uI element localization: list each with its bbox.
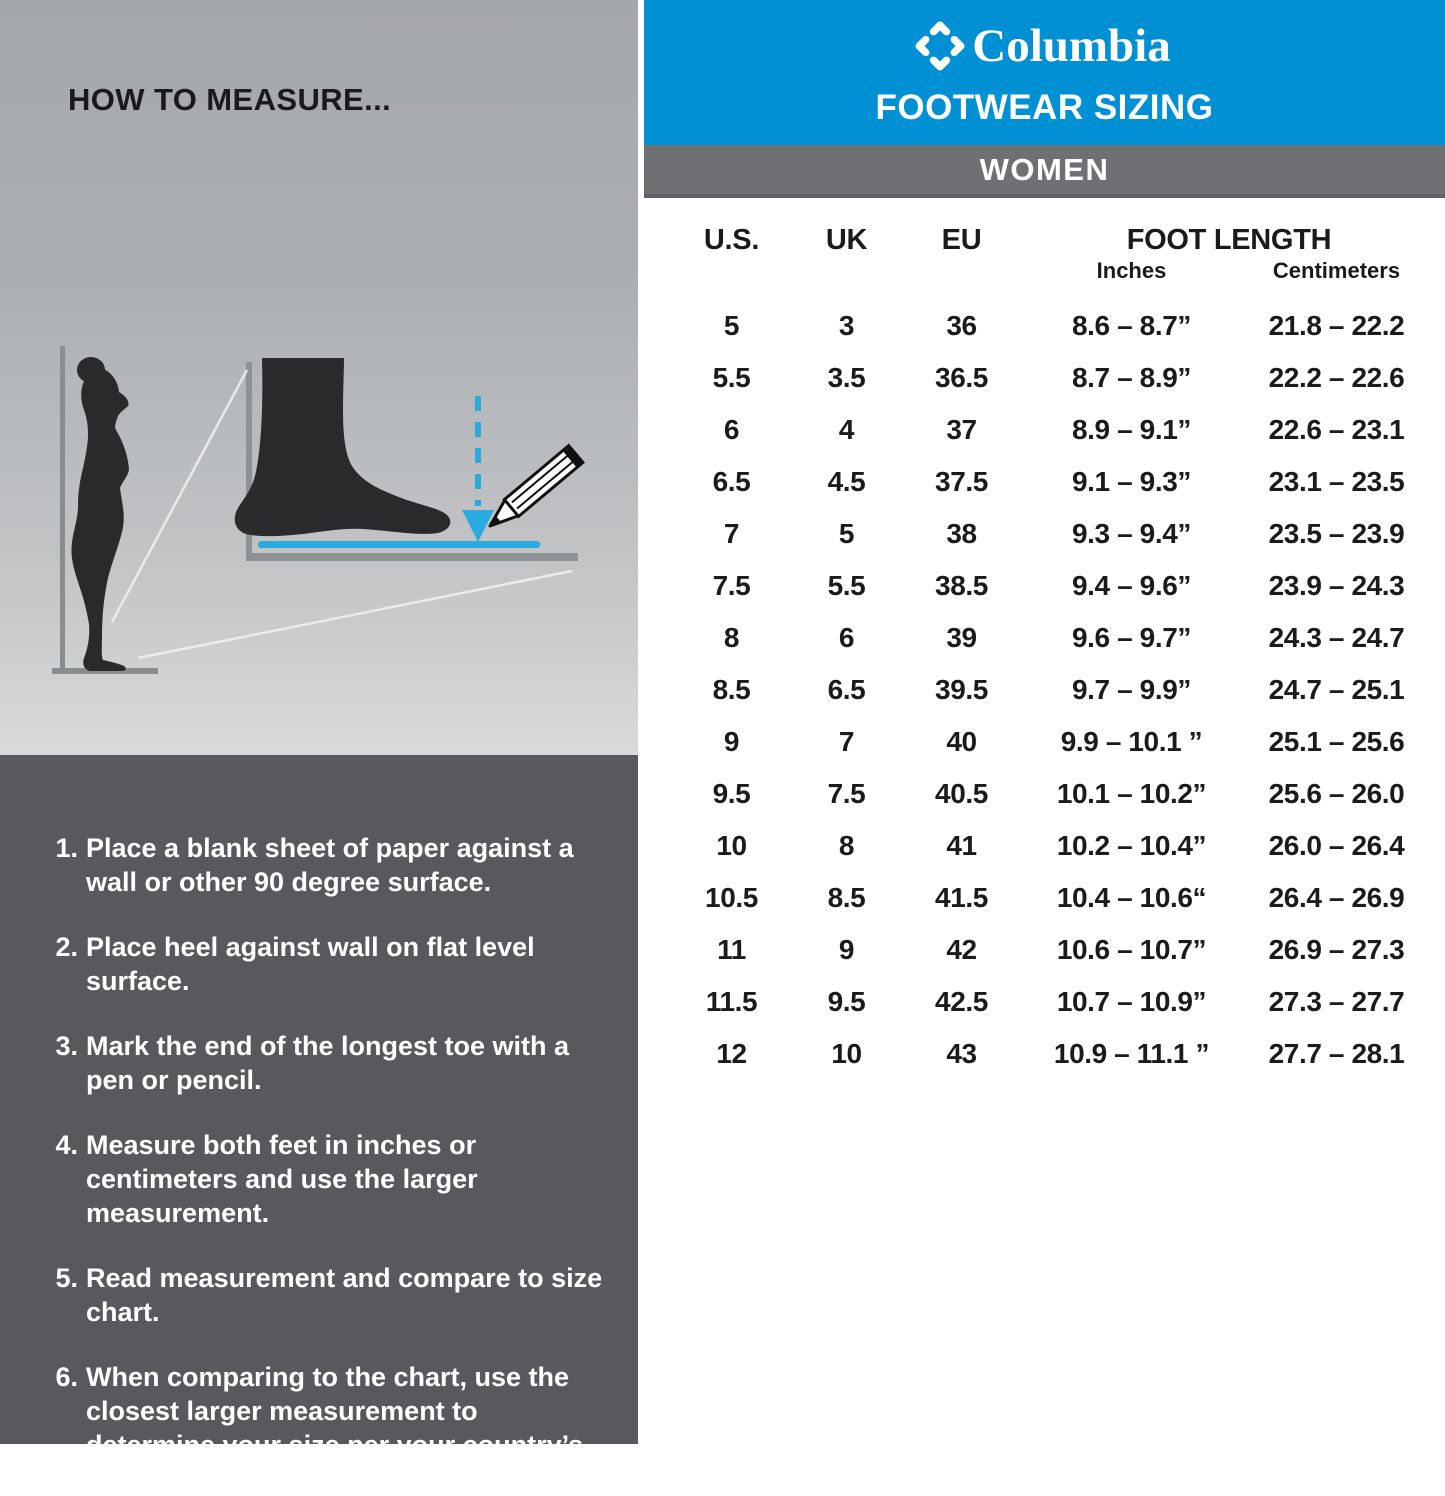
- instructions-list: [0, 831, 638, 1496]
- cell-inches: 9.3 – 9.4”: [1072, 518, 1191, 549]
- list-item: [0, 930, 638, 998]
- section-label: WOMEN: [979, 151, 1110, 187]
- col-header-foot-length: FOOT LENGTH: [1126, 224, 1332, 256]
- col-header-us: U.S.: [703, 224, 760, 256]
- cell-us: 6: [723, 414, 740, 445]
- cell-inches: 9.9 – 10.1 ”: [1060, 726, 1203, 757]
- cell-uk: 7.5: [827, 778, 866, 809]
- cell-eu: 42.5: [935, 986, 988, 1017]
- cell-eu: 41: [946, 830, 977, 861]
- cell-us: 5.5: [712, 362, 751, 393]
- cell-us: 9: [723, 726, 740, 757]
- cell-inches: 9.1 – 9.3”: [1072, 466, 1191, 497]
- cell-inches: 9.7 – 9.9”: [1072, 674, 1191, 705]
- size-table-body: [669, 300, 1434, 1080]
- cell-uk: 3: [838, 310, 855, 341]
- step-text: Place heel against wall on flat level surface.: [86, 932, 535, 997]
- measure-arrow-icon: [462, 396, 494, 542]
- cell-us: 12: [716, 1038, 747, 1069]
- cell-inches: 10.2 – 10.4”: [1056, 830, 1207, 861]
- table-row: [669, 924, 1434, 976]
- cell-us: 7: [723, 518, 740, 549]
- page-title: FOOTWEAR SIZING: [875, 88, 1214, 127]
- col-header-eu: EU: [941, 224, 982, 256]
- cell-eu: 43: [946, 1038, 977, 1069]
- measuring-illustration: [0, 330, 640, 760]
- table-row: [669, 456, 1434, 508]
- cell-eu: 39: [946, 622, 977, 653]
- cell-us: 7.5: [712, 570, 751, 601]
- table-row: [669, 820, 1434, 872]
- table-row: [669, 404, 1434, 456]
- cell-us: 8: [723, 622, 740, 653]
- step-number: 6.: [55, 1362, 78, 1393]
- step-text: Read measurement and compare to size chart.: [86, 1263, 603, 1328]
- cell-eu: 40.5: [935, 778, 988, 809]
- cell-inches: 8.9 – 9.1”: [1072, 414, 1191, 445]
- cell-eu: 37.5: [935, 466, 988, 497]
- cell-eu: 40: [946, 726, 977, 757]
- woman-silhouette: [71, 357, 129, 671]
- cell-centimeters: 25.1 – 25.6: [1268, 726, 1405, 757]
- cell-us: 9.5: [712, 778, 751, 809]
- cell-centimeters: 22.6 – 23.1: [1268, 414, 1405, 445]
- cell-centimeters: 23.1 – 23.5: [1268, 466, 1405, 497]
- subheader-inches: Inches: [1096, 258, 1167, 283]
- brand-logo-row: [644, 18, 1445, 74]
- col-header-uk: UK: [825, 224, 868, 256]
- table-row: [669, 560, 1434, 612]
- brand-header: [644, 0, 1445, 145]
- cell-centimeters: 27.7 – 28.1: [1268, 1038, 1405, 1069]
- cell-inches: 10.1 – 10.2”: [1056, 778, 1207, 809]
- measure-illustration-panel: [0, 0, 638, 755]
- foot-floor-line: [246, 553, 578, 561]
- cell-centimeters: 26.9 – 27.3: [1268, 934, 1405, 965]
- cell-centimeters: 22.2 – 22.6: [1268, 362, 1405, 393]
- step-text: Mark the end of the longest toe with a pen or pencil.: [86, 1031, 570, 1096]
- cell-centimeters: 27.3 – 27.7: [1268, 986, 1405, 1017]
- cell-centimeters: 21.8 – 22.2: [1268, 310, 1405, 341]
- cell-uk: 9.5: [827, 986, 866, 1017]
- cell-uk: 3.5: [827, 362, 866, 393]
- pencil-icon: [483, 445, 584, 534]
- cell-eu: 38.5: [935, 570, 988, 601]
- step-number: 2.: [55, 932, 78, 963]
- brand-wordmark: Columbia: [972, 20, 1171, 72]
- wall-line: [60, 346, 65, 674]
- section-bar-women: [644, 145, 1445, 198]
- cell-uk: 7: [838, 726, 855, 757]
- sizing-chart-column: [644, 0, 1445, 1444]
- cell-uk: 4: [838, 414, 855, 445]
- cell-eu: 36: [946, 310, 977, 341]
- how-to-measure-heading: HOW TO MEASURE...: [68, 82, 392, 117]
- cell-inches: 10.7 – 10.9”: [1056, 986, 1207, 1017]
- step-text: Measure both feet in inches or centimeters and use the larger measurement.: [86, 1130, 478, 1229]
- cell-us: 11: [717, 934, 746, 965]
- cell-inches: 10.4 – 10.6“: [1056, 882, 1207, 913]
- table-row: [669, 976, 1434, 1028]
- table-row: [669, 716, 1434, 768]
- cell-us: 11.5: [705, 986, 758, 1017]
- cell-eu: 42: [946, 934, 977, 965]
- list-item: [0, 1029, 638, 1097]
- list-item: [0, 1360, 638, 1496]
- cell-centimeters: 26.0 – 26.4: [1268, 830, 1405, 861]
- cell-us: 8.5: [712, 674, 751, 705]
- cell-uk: 6.5: [827, 674, 866, 705]
- how-to-measure-column: [0, 0, 638, 1495]
- cell-centimeters: 26.4 – 26.9: [1268, 882, 1405, 913]
- cell-eu: 36.5: [935, 362, 988, 393]
- cell-eu: 39.5: [935, 674, 988, 705]
- cell-uk: 4.5: [827, 466, 866, 497]
- cell-eu: 38: [946, 518, 977, 549]
- columbia-diamond-logo-icon: [918, 24, 962, 68]
- cell-uk: 9: [838, 934, 855, 965]
- cell-us: 6.5: [712, 466, 751, 497]
- cell-us: 5: [723, 310, 740, 341]
- subheader-centimeters: Centimeters: [1272, 258, 1401, 283]
- step-number: 5.: [55, 1263, 78, 1294]
- foot-silhouette: [235, 358, 451, 536]
- list-item: [0, 1261, 638, 1329]
- cell-centimeters: 24.7 – 25.1: [1268, 674, 1405, 705]
- table-row: [669, 872, 1434, 924]
- cell-uk: 10: [831, 1038, 862, 1069]
- step-text: Place a blank sheet of paper against a wall or other 90 degree surface.: [86, 833, 574, 898]
- table-row: [669, 768, 1434, 820]
- table-row: [669, 664, 1434, 716]
- cell-us: 10.5: [705, 882, 758, 913]
- paper-line: [258, 541, 540, 548]
- step-text: When comparing to the chart, use the closest larger measurement to determine your size per your country’s standard.: [86, 1362, 584, 1495]
- cell-inches: 9.4 – 9.6”: [1072, 570, 1191, 601]
- step-number: 1.: [55, 833, 78, 863]
- cell-uk: 8.5: [827, 882, 866, 913]
- instructions-panel: [0, 755, 638, 1495]
- list-item: [0, 1128, 638, 1230]
- cell-inches: 10.6 – 10.7”: [1056, 934, 1207, 965]
- list-item: [0, 831, 638, 899]
- cell-us: 10: [716, 830, 747, 861]
- cell-uk: 8: [838, 830, 855, 861]
- table-row: [669, 300, 1434, 352]
- table-row: [669, 352, 1434, 404]
- callout-line-upper: [112, 370, 247, 622]
- table-header-row: [669, 224, 1434, 256]
- cell-centimeters: 23.5 – 23.9: [1268, 518, 1405, 549]
- table-row: [669, 1028, 1434, 1080]
- cell-uk: 5.5: [827, 570, 866, 601]
- cell-uk: 5: [838, 518, 855, 549]
- size-table: [669, 198, 1434, 1080]
- step-number: 3.: [55, 1031, 78, 1062]
- table-subheader-row: [669, 256, 1434, 286]
- cell-centimeters: 23.9 – 24.3: [1268, 570, 1405, 601]
- table-row: [669, 612, 1434, 664]
- step-number: 4.: [55, 1130, 78, 1161]
- cell-eu: 37: [946, 414, 977, 445]
- table-row: [669, 508, 1434, 560]
- cell-uk: 6: [838, 622, 855, 653]
- cell-eu: 41.5: [935, 882, 988, 913]
- cell-inches: 8.6 – 8.7”: [1072, 310, 1191, 341]
- cell-centimeters: 25.6 – 26.0: [1268, 778, 1405, 809]
- cell-inches: 8.7 – 8.9”: [1072, 362, 1191, 393]
- cell-centimeters: 24.3 – 24.7: [1268, 622, 1405, 653]
- cell-inches: 10.9 – 11.1 ”: [1053, 1038, 1210, 1069]
- cell-inches: 9.6 – 9.7”: [1072, 622, 1191, 653]
- callout-line-lower: [138, 571, 572, 658]
